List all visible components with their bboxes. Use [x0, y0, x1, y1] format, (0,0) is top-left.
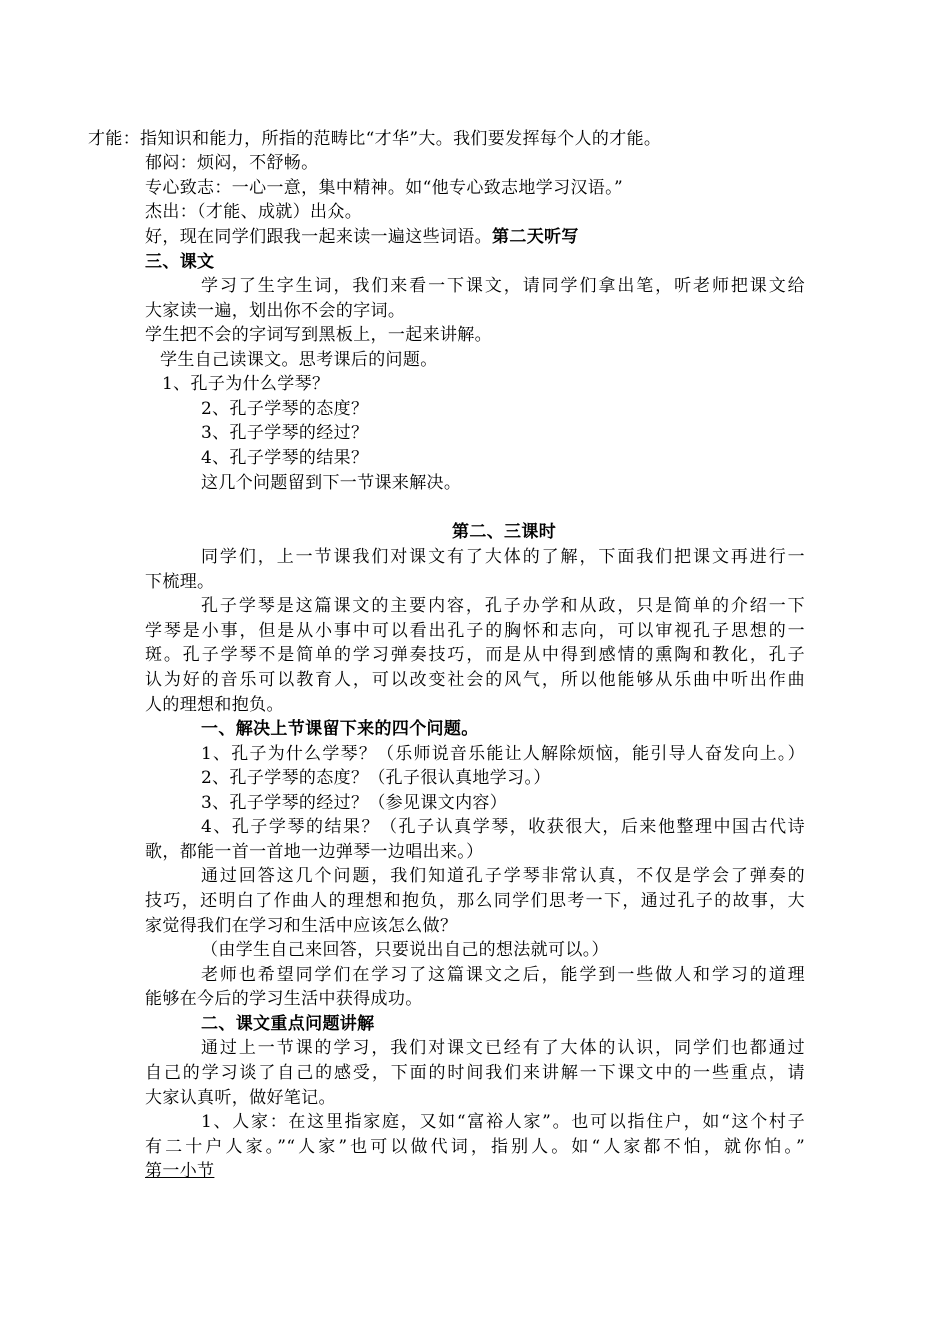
lesson-title: 第二、三课时	[452, 522, 557, 542]
paragraph-line: 学琴是小事，但是从小事中可以看出孔子的胸怀和志向，可以审视孔子思想的一	[145, 621, 805, 641]
section-heading-text: 三、课文	[145, 252, 215, 272]
paragraph-line: 家觉得我们在学习和生活中应该怎么做？	[145, 916, 458, 936]
vocab-caineng: 才能：指知识和能力，所指的范畴比“才华”大。我们要发挥每个人的才能。	[88, 129, 662, 149]
answer-3: 3、孔子学琴的经过？（参见课文内容）	[201, 793, 508, 813]
paragraph-line: 自己的学习谈了自己的感受，下面的时间我们来讲解一下课文中的一些重点，请	[145, 1063, 805, 1083]
paragraph-line: 通过上一节课的学习，我们对课文已经有了大体的认识，同学们也都通过	[201, 1038, 805, 1058]
vocab-jiechu: 杰出：（才能、成就）出众。	[145, 202, 363, 222]
paragraph-line: 学生把不会的字词写到黑板上，一起来讲解。	[145, 325, 492, 345]
first-subsection-label: 第一小节	[145, 1161, 215, 1181]
paragraph-line: 技巧，还明白了作曲人的理想和抱负，那么同学们思考一下，通过孔子的故事，大	[145, 891, 805, 911]
paragraph-line: 孔子学琴是这篇课文的主要内容，孔子办学和从政，只是简单的介绍一下	[201, 596, 805, 616]
vocab-zhuanxinzhizhi: 专心致志：一心一意，集中精神。如“他专心致志地学习汉语。”	[145, 178, 624, 198]
paragraph-line: 下梳理。	[145, 572, 215, 592]
paragraph-line: 同学们，上一节课我们对课文有了大体的了解，下面我们把课文再进行一	[201, 547, 805, 567]
question-1: 1、孔子为什么学琴？	[162, 374, 330, 394]
question-4: 4、孔子学琴的结果？	[201, 448, 369, 468]
paragraph-line: 大家读一遍，划出你不会的字词。	[145, 301, 406, 321]
answer-2: 2、孔子学琴的态度？（孔子很认真地学习。）	[201, 768, 551, 788]
paragraph-line: 老师也希望同学们在学习了这篇课文之后，能学到一些做人和学习的道理	[201, 965, 805, 985]
section-heading-text: 二、课文重点问题讲解	[201, 1014, 375, 1034]
paragraph-line: 斑。孔子学琴不是简单的学习弹奏技巧，而是从中得到感情的熏陶和教化，孔子	[145, 645, 805, 665]
paragraph-line: 认为好的音乐可以教育人，可以改变社会的风气，所以他能够从乐曲中听出作曲	[145, 670, 805, 690]
paragraph-line: 歌，都能一首一首地一边弹琴一边唱出来。）	[145, 842, 484, 862]
read-words-text: 好，现在同学们跟我一起来读一遍这些词语。	[145, 227, 492, 247]
paragraph-line: 这几个问题留到下一节课来解决。	[201, 473, 462, 493]
read-words-line	[145, 225, 579, 249]
question-2: 2、孔子学琴的态度？	[201, 399, 369, 419]
vocab-yumen: 郁闷：烦闷，不舒畅。	[145, 153, 319, 173]
dictation-note: 第二天听写	[492, 227, 579, 247]
paragraph-line: 有二十户人家。”“人家”也可以做代词，指别人。如“人家都不怕，就你怕。”	[145, 1137, 805, 1157]
paragraph-line: 学习了生字生词，我们来看一下课文，请同学们拿出笔，听老师把课文给	[201, 276, 805, 296]
paragraph-line: 大家认真听，做好笔记。	[145, 1088, 336, 1108]
paragraph-line: 通过回答这几个问题，我们知道孔子学琴非常认真，不仅是学会了弹奏的	[201, 866, 805, 886]
paragraph-line: 1、人家：在这里指家庭，又如“富裕人家”。也可以指住户，如“这个村子	[201, 1112, 805, 1132]
answer-1: 1、孔子为什么学琴？（乐师说音乐能让人解除烦恼，能引导人奋发向上。）	[201, 744, 805, 764]
paragraph-line: 学生自己读课文。思考课后的问题。	[160, 350, 438, 370]
paragraph-line: 能够在今后的学习生活中获得成功。	[145, 989, 423, 1009]
question-3: 3、孔子学琴的经过？	[201, 423, 369, 443]
paragraph-line: （由学生自己来回答，只要说出自己的想法就可以。）	[201, 940, 609, 960]
answer-4: 4、孔子学琴的结果？（孔子认真学琴，收获很大，后来他整理中国古代诗	[201, 817, 805, 837]
section-heading-text: 一、解决上节课留下来的四个问题。	[201, 719, 479, 739]
paragraph-line: 人的理想和抱负。	[145, 695, 284, 715]
